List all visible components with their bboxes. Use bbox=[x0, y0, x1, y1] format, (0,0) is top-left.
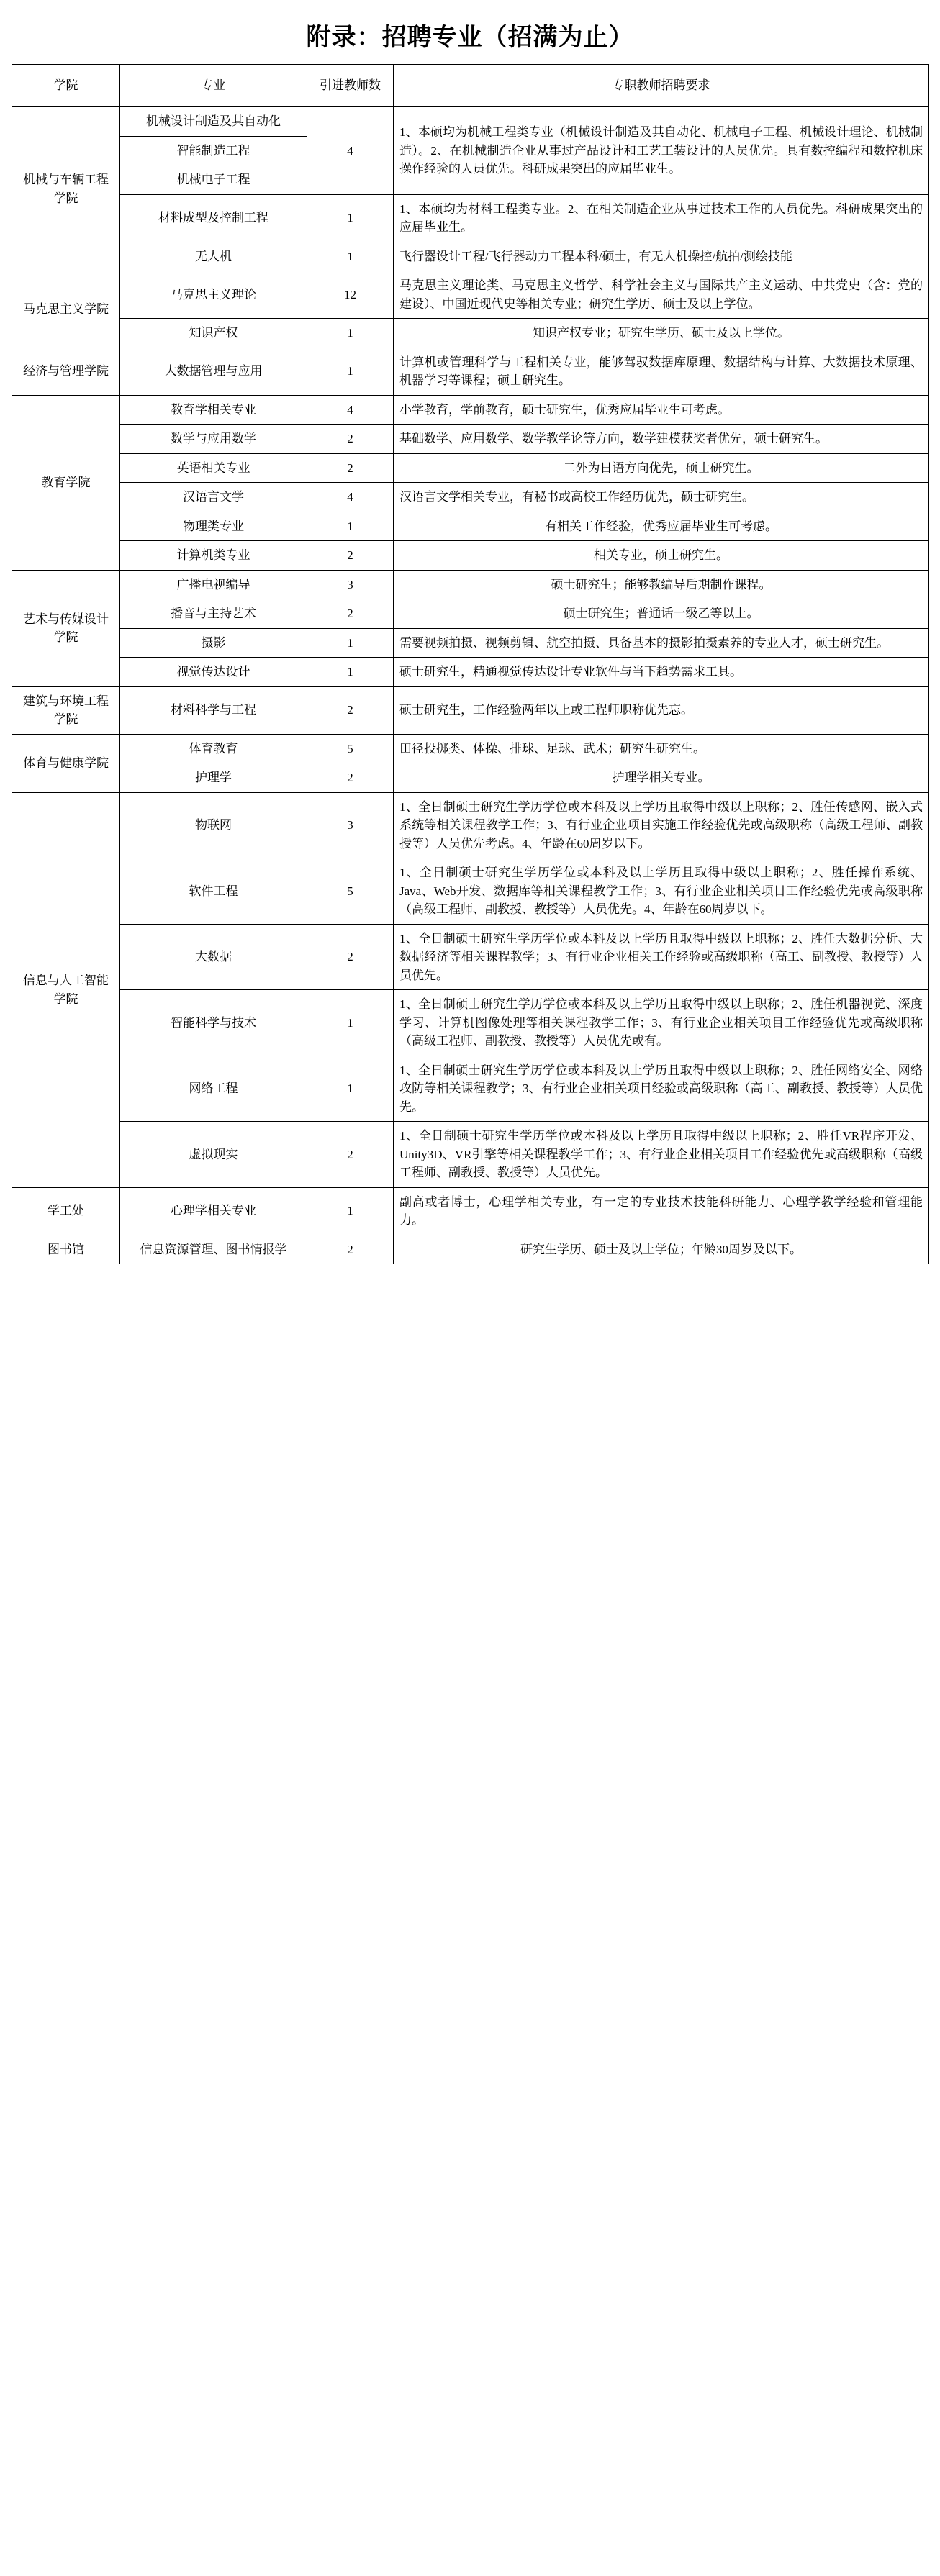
cell-major: 广播电视编导 bbox=[120, 570, 307, 599]
cell-requirement: 飞行器设计工程/飞行器动力工程本科/硕士，有无人机操控/航拍/测绘技能 bbox=[394, 242, 929, 271]
table-header-row bbox=[12, 65, 929, 107]
cell-college: 教育学院 bbox=[12, 395, 120, 570]
table-row bbox=[12, 1122, 929, 1188]
cell-major: 摄影 bbox=[120, 628, 307, 658]
table-row bbox=[12, 512, 929, 541]
cell-major: 播音与主持艺术 bbox=[120, 599, 307, 629]
cell-major: 知识产权 bbox=[120, 319, 307, 348]
table-row bbox=[12, 570, 929, 599]
table-row bbox=[12, 319, 929, 348]
column-header-count: 引进教师数 bbox=[307, 65, 394, 107]
cell-requirement: 计算机或管理科学与工程相关专业，能够驾驭数据库原理、数据结构与计算、大数据技术原理、机器学习等课程；硕士研究生。 bbox=[394, 348, 929, 395]
table-row bbox=[12, 425, 929, 454]
table-row bbox=[12, 348, 929, 395]
table-row bbox=[12, 599, 929, 629]
cell-major: 数学与应用数学 bbox=[120, 425, 307, 454]
cell-major: 软件工程 bbox=[120, 858, 307, 925]
cell-major: 网络工程 bbox=[120, 1056, 307, 1122]
cell-count: 2 bbox=[307, 763, 394, 793]
cell-requirement: 硕士研究生；能够教编导后期制作课程。 bbox=[394, 570, 929, 599]
column-header-requirement: 专职教师招聘要求 bbox=[394, 65, 929, 107]
cell-count: 1 bbox=[307, 348, 394, 395]
document-page bbox=[0, 0, 940, 1279]
cell-college: 体育与健康学院 bbox=[12, 734, 120, 792]
cell-major: 物理类专业 bbox=[120, 512, 307, 541]
cell-requirement: 护理学相关专业。 bbox=[394, 763, 929, 793]
cell-count: 3 bbox=[307, 570, 394, 599]
cell-requirement: 田径投掷类、体操、排球、足球、武术；研究生研究生。 bbox=[394, 734, 929, 763]
page-title: 附录：招聘专业（招满为止） bbox=[306, 24, 634, 51]
table-row bbox=[12, 792, 929, 858]
cell-count: 1 bbox=[307, 628, 394, 658]
cell-college: 经济与管理学院 bbox=[12, 348, 120, 395]
cell-count: 4 bbox=[307, 483, 394, 512]
cell-major: 大数据 bbox=[120, 924, 307, 990]
cell-major: 机械设计制造及其自动化 bbox=[120, 107, 307, 137]
cell-requirement: 研究生学历、硕士及以上学位；年龄30周岁及以下。 bbox=[394, 1235, 929, 1264]
cell-count: 1 bbox=[307, 658, 394, 687]
cell-major: 物联网 bbox=[120, 792, 307, 858]
table-row bbox=[12, 271, 929, 319]
cell-count: 1 bbox=[307, 194, 394, 242]
table-row bbox=[12, 1235, 929, 1264]
cell-major: 材料成型及控制工程 bbox=[120, 194, 307, 242]
cell-college: 机械与车辆工程学院 bbox=[12, 107, 120, 271]
cell-count: 2 bbox=[307, 924, 394, 990]
cell-college: 信息与人工智能学院 bbox=[12, 792, 120, 1187]
cell-major: 大数据管理与应用 bbox=[120, 348, 307, 395]
cell-requirement: 1、全日制硕士研究生学历学位或本科及以上学历且取得中级以上职称；2、胜任传感网、嵌入式系统等相关课程教学工作；3、有行业企业项目实施工作经验优先或高级职称（高级工程师、副教授等）人员优先考虑。4、年龄在60周岁以下。 bbox=[394, 792, 929, 858]
column-header-college: 学院 bbox=[12, 65, 120, 107]
cell-requirement: 1、全日制硕士研究生学历学位或本科及以上学历且取得中级以上职称；2、胜任大数据分析、大数据经济等相关课程教学；3、有行业企业相关工作经验或高级职称（高工、副教授、教授等）人员优先。 bbox=[394, 924, 929, 990]
cell-major: 护理学 bbox=[120, 763, 307, 793]
cell-count: 2 bbox=[307, 541, 394, 571]
cell-major: 智能科学与技术 bbox=[120, 990, 307, 1056]
cell-requirement: 1、本硕均为材料工程类专业。2、在相关制造企业从事过技术工作的人员优先。科研成果突出的应届毕业生。 bbox=[394, 194, 929, 242]
table-header bbox=[12, 65, 929, 107]
table-row bbox=[12, 924, 929, 990]
cell-college: 图书馆 bbox=[12, 1235, 120, 1264]
cell-requirement: 需要视频拍摄、视频剪辑、航空拍摄、具备基本的摄影拍摄素养的专业人才，硕士研究生。 bbox=[394, 628, 929, 658]
table-row bbox=[12, 686, 929, 734]
cell-requirement: 硕士研究生；普通话一级乙等以上。 bbox=[394, 599, 929, 629]
column-header-major: 专业 bbox=[120, 65, 307, 107]
cell-requirement: 小学教育，学前教育，硕士研究生，优秀应届毕业生可考虑。 bbox=[394, 395, 929, 425]
cell-major: 智能制造工程 bbox=[120, 136, 307, 165]
table-row bbox=[12, 1056, 929, 1122]
table-row bbox=[12, 658, 929, 687]
cell-requirement: 1、本硕均为机械工程类专业（机械设计制造及其自动化、机械电子工程、机械设计理论、机械制造）。2、在机械制造企业从事过产品设计和工艺工装设计的人员优先。具有数控编程和数控机床操作经验的人员优先。科研成果突出的应届毕业生。 bbox=[394, 107, 929, 195]
table-row bbox=[12, 194, 929, 242]
cell-count: 5 bbox=[307, 858, 394, 925]
cell-major: 无人机 bbox=[120, 242, 307, 271]
table-row bbox=[12, 763, 929, 793]
table-row bbox=[12, 483, 929, 512]
cell-requirement: 有相关工作经验，优秀应届毕业生可考虑。 bbox=[394, 512, 929, 541]
cell-college: 马克思主义学院 bbox=[12, 271, 120, 348]
cell-count: 2 bbox=[307, 425, 394, 454]
cell-requirement: 基础数学、应用数学、数学教学论等方向，数学建模获奖者优先，硕士研究生。 bbox=[394, 425, 929, 454]
cell-major: 信息资源管理、图书情报学 bbox=[120, 1235, 307, 1264]
cell-major: 汉语言文学 bbox=[120, 483, 307, 512]
cell-requirement: 硕士研究生，精通视觉传达设计专业软件与当下趋势需求工具。 bbox=[394, 658, 929, 687]
cell-college: 建筑与环境工程学院 bbox=[12, 686, 120, 734]
cell-count: 2 bbox=[307, 453, 394, 483]
cell-major: 计算机类专业 bbox=[120, 541, 307, 571]
table-row bbox=[12, 990, 929, 1056]
cell-major: 英语相关专业 bbox=[120, 453, 307, 483]
cell-major: 视觉传达设计 bbox=[120, 658, 307, 687]
cell-count: 2 bbox=[307, 1235, 394, 1264]
cell-major: 教育学相关专业 bbox=[120, 395, 307, 425]
cell-college: 艺术与传媒设计学院 bbox=[12, 570, 120, 686]
cell-count: 1 bbox=[307, 512, 394, 541]
cell-requirement: 汉语言文学相关专业，有秘书或高校工作经历优先，硕士研究生。 bbox=[394, 483, 929, 512]
table-row bbox=[12, 858, 929, 925]
table-row bbox=[12, 734, 929, 763]
table-row bbox=[12, 453, 929, 483]
cell-major: 材料科学与工程 bbox=[120, 686, 307, 734]
cell-count: 4 bbox=[307, 107, 394, 195]
table-row bbox=[12, 107, 929, 137]
table-row bbox=[12, 628, 929, 658]
cell-count: 1 bbox=[307, 990, 394, 1056]
table-row bbox=[12, 242, 929, 271]
cell-count: 2 bbox=[307, 686, 394, 734]
table-row bbox=[12, 1187, 929, 1235]
cell-major: 体育教育 bbox=[120, 734, 307, 763]
cell-requirement: 马克思主义理论类、马克思主义哲学、科学社会主义与国际共产主义运动、中共党史（含：党的建设）、中国近现代史等相关专业；研究生学历、硕士及以上学位。 bbox=[394, 271, 929, 319]
cell-major: 虚拟现实 bbox=[120, 1122, 307, 1188]
cell-major: 机械电子工程 bbox=[120, 165, 307, 195]
cell-major: 心理学相关专业 bbox=[120, 1187, 307, 1235]
cell-count: 4 bbox=[307, 395, 394, 425]
cell-requirement: 副高或者博士，心理学相关专业，有一定的专业技术技能科研能力、心理学教学经验和管理能力。 bbox=[394, 1187, 929, 1235]
cell-requirement: 知识产权专业；研究生学历、硕士及以上学位。 bbox=[394, 319, 929, 348]
cell-requirement: 1、全日制硕士研究生学历学位或本科及以上学历且取得中级以上职称；2、胜任网络安全、网络攻防等相关课程教学；3、有行业企业相关项目经验或高级职称（高工、副教授、教授等）人员优先。 bbox=[394, 1056, 929, 1122]
cell-requirement: 二外为日语方向优先，硕士研究生。 bbox=[394, 453, 929, 483]
cell-requirement: 1、全日制硕士研究生学历学位或本科及以上学历且取得中级以上职称；2、胜任VR程序开发、Unity3D、VR引擎等相关课程教学工作；3、有行业企业相关项目工作经验优先或高级职称（高级工程师、副教授、教授等）人员优先。 bbox=[394, 1122, 929, 1188]
cell-requirement: 硕士研究生，工作经验两年以上或工程师职称优先忘。 bbox=[394, 686, 929, 734]
table-row bbox=[12, 395, 929, 425]
cell-count: 12 bbox=[307, 271, 394, 319]
cell-count: 3 bbox=[307, 792, 394, 858]
table-body bbox=[12, 107, 929, 1264]
cell-count: 1 bbox=[307, 1187, 394, 1235]
cell-count: 1 bbox=[307, 1056, 394, 1122]
cell-count: 2 bbox=[307, 599, 394, 629]
cell-college: 学工处 bbox=[12, 1187, 120, 1235]
cell-count: 1 bbox=[307, 242, 394, 271]
cell-requirement: 相关专业，硕士研究生。 bbox=[394, 541, 929, 571]
cell-requirement: 1、全日制硕士研究生学历学位或本科及以上学历且取得中级以上职称；2、胜任机器视觉、深度学习、计算机图像处理等相关课程教学工作；3、有行业企业相关项目工作经验优先或高级职称（高级工程师、副教授、教授等）人员优先或有。 bbox=[394, 990, 929, 1056]
cell-count: 2 bbox=[307, 1122, 394, 1188]
table-row bbox=[12, 541, 929, 571]
cell-count: 5 bbox=[307, 734, 394, 763]
cell-count: 1 bbox=[307, 319, 394, 348]
cell-major: 马克思主义理论 bbox=[120, 271, 307, 319]
recruitment-table bbox=[12, 64, 929, 1264]
cell-requirement: 1、全日制硕士研究生学历学位或本科及以上学历且取得中级以上职称；2、胜任操作系统、Java、Web开发、数据库等相关课程教学工作；3、有行业企业相关项目工作经验优先或高级职称（高级工程师、副教授、教授等）人员优先。4、年龄在60周岁以下。 bbox=[394, 858, 929, 925]
